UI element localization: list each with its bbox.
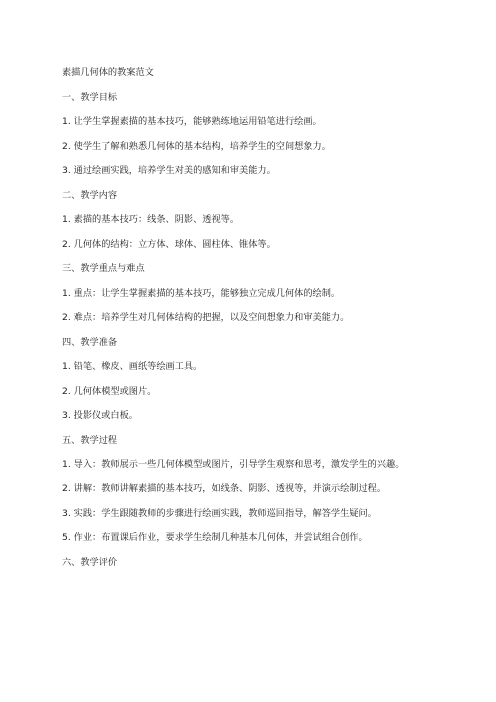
list-item: 3. 通过绘画实践，培养学生对美的感知和审美能力。 xyxy=(62,165,276,176)
list-item: 2. 使学生了解和熟悉几何体的基本结构，培养学生的空间想象力。 xyxy=(62,140,331,152)
list-item: 2. 几何体模型或图片。 xyxy=(62,385,157,397)
section-heading-process: 五、教学过程 xyxy=(62,434,118,446)
list-item: 2. 讲解：教师讲解素描的基本技巧，如线条、阴影、透视等，并演示绘制过程。 xyxy=(62,483,387,494)
list-item: 1. 让学生掌握素描的基本技巧，能够熟练地运用铅笔进行绘画。 xyxy=(62,116,322,127)
list-item: 3. 投影仪或白板。 xyxy=(62,410,138,421)
list-item: 2. 难点：培养学生对几何体结构的把握，以及空间想象力和审美能力。 xyxy=(62,312,350,323)
section-heading-preparation: 四、教学准备 xyxy=(62,336,118,348)
section-heading-key-points: 三、教学重点与难点 xyxy=(62,263,145,274)
document-title: 素描几何体的教案范文 xyxy=(62,67,154,78)
document-body xyxy=(62,66,434,580)
section-heading-content: 二、教学内容 xyxy=(62,189,118,201)
list-item: 2. 几何体的结构：立方体、球体、圆柱体、锥体等。 xyxy=(62,238,276,250)
section-heading-evaluation: 六、教学评价 xyxy=(62,556,118,568)
list-item: 1. 铅笔、橡皮、画纸等绘画工具。 xyxy=(62,361,203,372)
list-item: 1. 重点：让学生掌握素描的基本技巧，能够独立完成几何体的绘制。 xyxy=(62,287,341,299)
section-heading-objectives: 一、教学目标 xyxy=(62,91,118,103)
list-item: 1. 导入：教师展示一些几何体模型或图片，引导学生观察和思考，激发学生的兴趣。 xyxy=(62,459,405,470)
list-item: 1. 素描的基本技巧：线条、阴影、透视等。 xyxy=(62,214,240,225)
list-item: 3. 实践：学生跟随教师的步骤进行绘画实践，教师巡回指导，解答学生疑问。 xyxy=(62,507,377,519)
list-item: 5. 作业：布置课后作业，要求学生绘制几种基本几何体，并尝试组合创作。 xyxy=(62,532,368,543)
